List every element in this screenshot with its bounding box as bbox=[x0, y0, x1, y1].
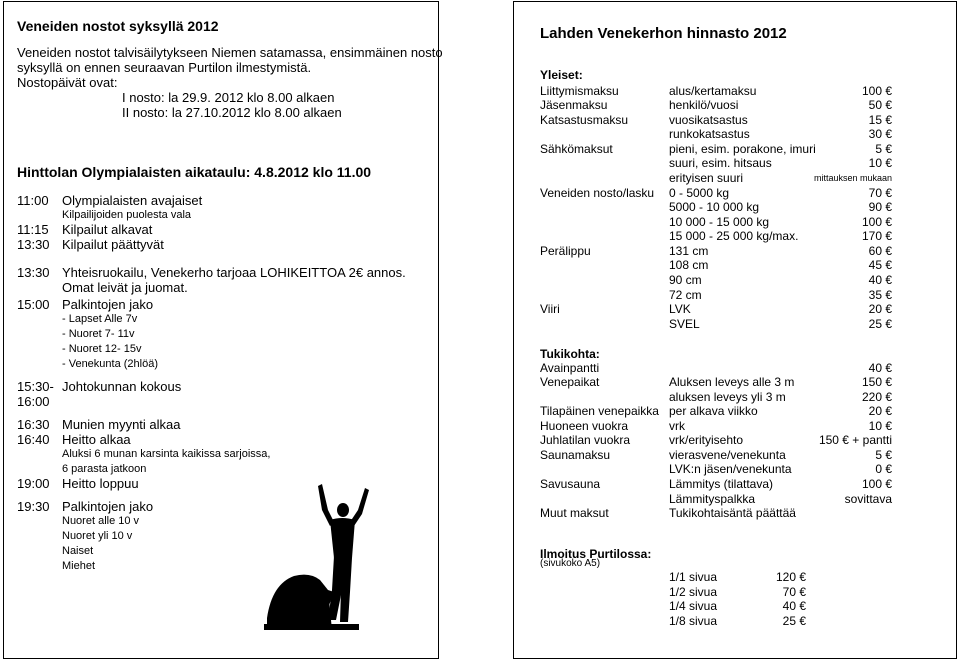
price-row-description: Lämmityspalkka bbox=[669, 492, 756, 506]
intro-text: Nostopäivät ovat: bbox=[17, 75, 118, 90]
price-row-description: Aluksen leveys alle 3 m bbox=[669, 375, 795, 389]
price-row-description: per alkava viikko bbox=[669, 404, 758, 418]
schedule-text: 6 parasta jatkoon bbox=[62, 463, 147, 475]
schedule-text: Palkintojen jako bbox=[62, 499, 154, 514]
price-row-description: henkilö/vuosi bbox=[669, 98, 739, 112]
schedule-text: Kilpailut päättyvät bbox=[62, 237, 164, 252]
price-row-description: 0 - 5000 kg bbox=[669, 186, 730, 200]
price-row-price: 25 € bbox=[868, 317, 892, 331]
price-row-label: Perälippu bbox=[540, 244, 591, 258]
price-row-description: 10 000 - 15 000 kg bbox=[669, 215, 770, 229]
price-row-description: runkokatsastus bbox=[669, 127, 750, 141]
price-row-label: Liittymismaksu bbox=[540, 84, 619, 98]
price-row-description: vuosikatsastus bbox=[669, 113, 748, 127]
price-row-description: 15 000 - 25 000 kg/max. bbox=[669, 229, 799, 243]
price-row-price: 40 € bbox=[868, 273, 892, 287]
price-row-description: pieni, esim. porakone, imuri bbox=[669, 142, 816, 156]
price-list-title: Lahden Venekerhon hinnasto 2012 bbox=[540, 25, 787, 42]
price-row-description: SVEL bbox=[669, 317, 700, 331]
price-row-label: Saunamaksu bbox=[540, 448, 611, 462]
schedule-text: Palkintojen jako bbox=[62, 297, 154, 312]
price-row-description: vrk bbox=[669, 419, 685, 433]
schedule-text: - Venekunta (2hlöä) bbox=[62, 358, 159, 370]
section-heading-ad: Ilmoitus Purtilossa: bbox=[540, 547, 652, 561]
schedule-time: 13:30 bbox=[17, 237, 50, 252]
price-row-description: 90 cm bbox=[669, 273, 702, 287]
price-row-price: 30 € bbox=[868, 127, 892, 141]
price-row-description: vierasvene/venekunta bbox=[669, 448, 786, 462]
price-row-description: 5000 - 10 000 kg bbox=[669, 200, 760, 214]
price-row-price: 70 € bbox=[868, 186, 892, 200]
ad-price: 25 € bbox=[782, 614, 806, 628]
section-heading-base: Tukikohta: bbox=[540, 347, 600, 361]
ad-price: 40 € bbox=[782, 599, 806, 613]
ad-size-label: 1/8 sivua bbox=[669, 614, 718, 628]
ad-price: 70 € bbox=[782, 585, 806, 599]
ad-size-label: 1/1 sivua bbox=[669, 570, 718, 584]
schedule-time: 15:00 bbox=[17, 297, 50, 312]
price-row-label: Venepaikat bbox=[540, 375, 600, 389]
price-row-label: Viiri bbox=[540, 302, 560, 316]
price-row-price: 100 € bbox=[861, 215, 892, 229]
price-row-price: 20 € bbox=[868, 404, 892, 418]
price-row-description: LVK bbox=[669, 302, 691, 316]
schedule-text: Heitto alkaa bbox=[62, 432, 131, 447]
price-row-label: Huoneen vuokra bbox=[540, 419, 629, 433]
price-row-label: Avainpantti bbox=[540, 361, 600, 375]
price-row-label: Sähkömaksut bbox=[540, 142, 613, 156]
schedule-time: 11:15 bbox=[17, 222, 49, 237]
ad-page-size-note: (sivukoko A5) bbox=[540, 558, 601, 569]
schedule-time: 16:30 bbox=[17, 417, 50, 432]
price-row-price: 220 € bbox=[861, 390, 892, 404]
price-row-price: mittauksen mukaan bbox=[813, 173, 892, 183]
price-row-description: 131 cm bbox=[669, 244, 709, 258]
schedule-text: - Nuoret 7- 11v bbox=[62, 328, 135, 340]
lift-date-2: II nosto: la 27.10.2012 klo 8.00 alkaen bbox=[122, 105, 342, 120]
schedule-text: Munien myynti alkaa bbox=[62, 417, 181, 432]
price-row-label: Katsastusmaksu bbox=[540, 113, 629, 127]
schedule-text: - Nuoret 12- 15v bbox=[62, 343, 142, 355]
schedule-title: Hinttolan Olympialaisten aikataulu: 4.8.2012 klo 11.00 bbox=[17, 164, 372, 180]
price-row-price: 35 € bbox=[868, 288, 892, 302]
price-row-price: 10 € bbox=[868, 419, 892, 433]
price-row-label: Savusauna bbox=[540, 477, 601, 491]
price-row-label: Tilapäinen venepaikka bbox=[540, 404, 659, 418]
price-row-price: sovittava bbox=[844, 492, 892, 506]
schedule-time: 19:00 bbox=[17, 476, 50, 491]
page-title: Veneiden nostot syksyllä 2012 bbox=[17, 18, 219, 34]
schedule-text: Omat leivät ja juomat. bbox=[62, 280, 188, 295]
price-row-price: 170 € bbox=[861, 229, 892, 243]
left-page bbox=[3, 1, 443, 659]
intro-text: syksyllä on ennen seuraavan Purtilon ilmestymistä. bbox=[17, 60, 312, 75]
price-row-price: 45 € bbox=[868, 258, 892, 272]
schedule-text: Naiset bbox=[62, 545, 94, 557]
price-row-price: 40 € bbox=[868, 361, 892, 375]
price-row-price: 150 € bbox=[861, 375, 892, 389]
schedule-text: Heitto loppuu bbox=[62, 476, 139, 491]
price-row-label: Jäsenmaksu bbox=[540, 98, 608, 112]
schedule-time: 16:40 bbox=[17, 432, 50, 447]
schedule-time: 15:30- bbox=[17, 379, 54, 394]
price-row-description: Tukikohtaisäntä päättää bbox=[669, 506, 796, 520]
ad-size-label: 1/2 sivua bbox=[669, 585, 718, 599]
price-row-label: Veneiden nosto/lasku bbox=[540, 186, 655, 200]
price-row-description: LVK:n jäsen/venekunta bbox=[669, 462, 792, 476]
price-row-price: 5 € bbox=[875, 142, 892, 156]
schedule-time: 13:30 bbox=[17, 265, 50, 280]
schedule-text: Miehet bbox=[62, 560, 96, 572]
price-row-price: 60 € bbox=[868, 244, 892, 258]
price-row-price: 5 € bbox=[875, 448, 892, 462]
schedule-text: Aluksi 6 munan karsinta kaikissa sarjoissa, bbox=[62, 448, 271, 460]
price-row-description: Lämmitys (tilattava) bbox=[669, 477, 774, 491]
schedule-time: 11:00 bbox=[17, 193, 49, 208]
price-row-description: erityisen suuri bbox=[669, 171, 744, 185]
price-row-price: 50 € bbox=[868, 98, 892, 112]
schedule-text: Kilpailut alkavat bbox=[62, 222, 153, 237]
price-row-description: aluksen leveys yli 3 m bbox=[669, 390, 786, 404]
schedule-text: Yhteisruokailu, Venekerho tarjoaa LOHIKEITTOA 2€ annos. bbox=[62, 265, 406, 280]
right-page bbox=[513, 1, 957, 659]
price-row-description: vrk/erityisehto bbox=[669, 433, 744, 447]
price-row-description: 108 cm bbox=[669, 258, 709, 272]
price-row-price: 10 € bbox=[868, 156, 892, 170]
price-row-description: alus/kertamaksu bbox=[669, 84, 757, 98]
athlete-silhouette-image bbox=[262, 480, 372, 630]
price-row-price: 90 € bbox=[868, 200, 892, 214]
ad-price: 120 € bbox=[775, 570, 806, 584]
schedule-text: - Lapset Alle 7v bbox=[62, 313, 138, 325]
lift-date-1: I nosto: la 29.9. 2012 klo 8.00 alkaen bbox=[122, 90, 335, 105]
price-row-price: 20 € bbox=[868, 302, 892, 316]
price-row-price: 100 € bbox=[861, 477, 892, 491]
price-row-price: 100 € bbox=[861, 84, 892, 98]
section-heading-general: Yleiset: bbox=[540, 68, 583, 82]
schedule-text: Nuoret yli 10 v bbox=[62, 530, 133, 542]
intro-text: Veneiden nostot talvisäilytykseen Niemen satamassa, ensimmäinen nosto bbox=[17, 45, 443, 60]
schedule-text: Nuoret alle 10 v bbox=[62, 515, 140, 527]
schedule-time: 16:00 bbox=[17, 394, 50, 409]
schedule-text: Johtokunnan kokous bbox=[62, 379, 182, 394]
schedule-text: Olympialaisten avajaiset bbox=[62, 193, 203, 208]
schedule-text: Kilpailijoiden puolesta vala bbox=[62, 209, 192, 221]
schedule-time: 19:30 bbox=[17, 499, 50, 514]
price-row-label: Juhlatilan vuokra bbox=[540, 433, 631, 447]
price-row-label: Muut maksut bbox=[540, 506, 609, 520]
price-row-price: 15 € bbox=[868, 113, 892, 127]
price-row-description: 72 cm bbox=[669, 288, 702, 302]
ad-size-label: 1/4 sivua bbox=[669, 599, 718, 613]
price-row-price: 150 € + pantti bbox=[818, 433, 892, 447]
price-row-description: suuri, esim. hitsaus bbox=[669, 156, 772, 170]
price-row-price: 0 € bbox=[875, 462, 892, 476]
